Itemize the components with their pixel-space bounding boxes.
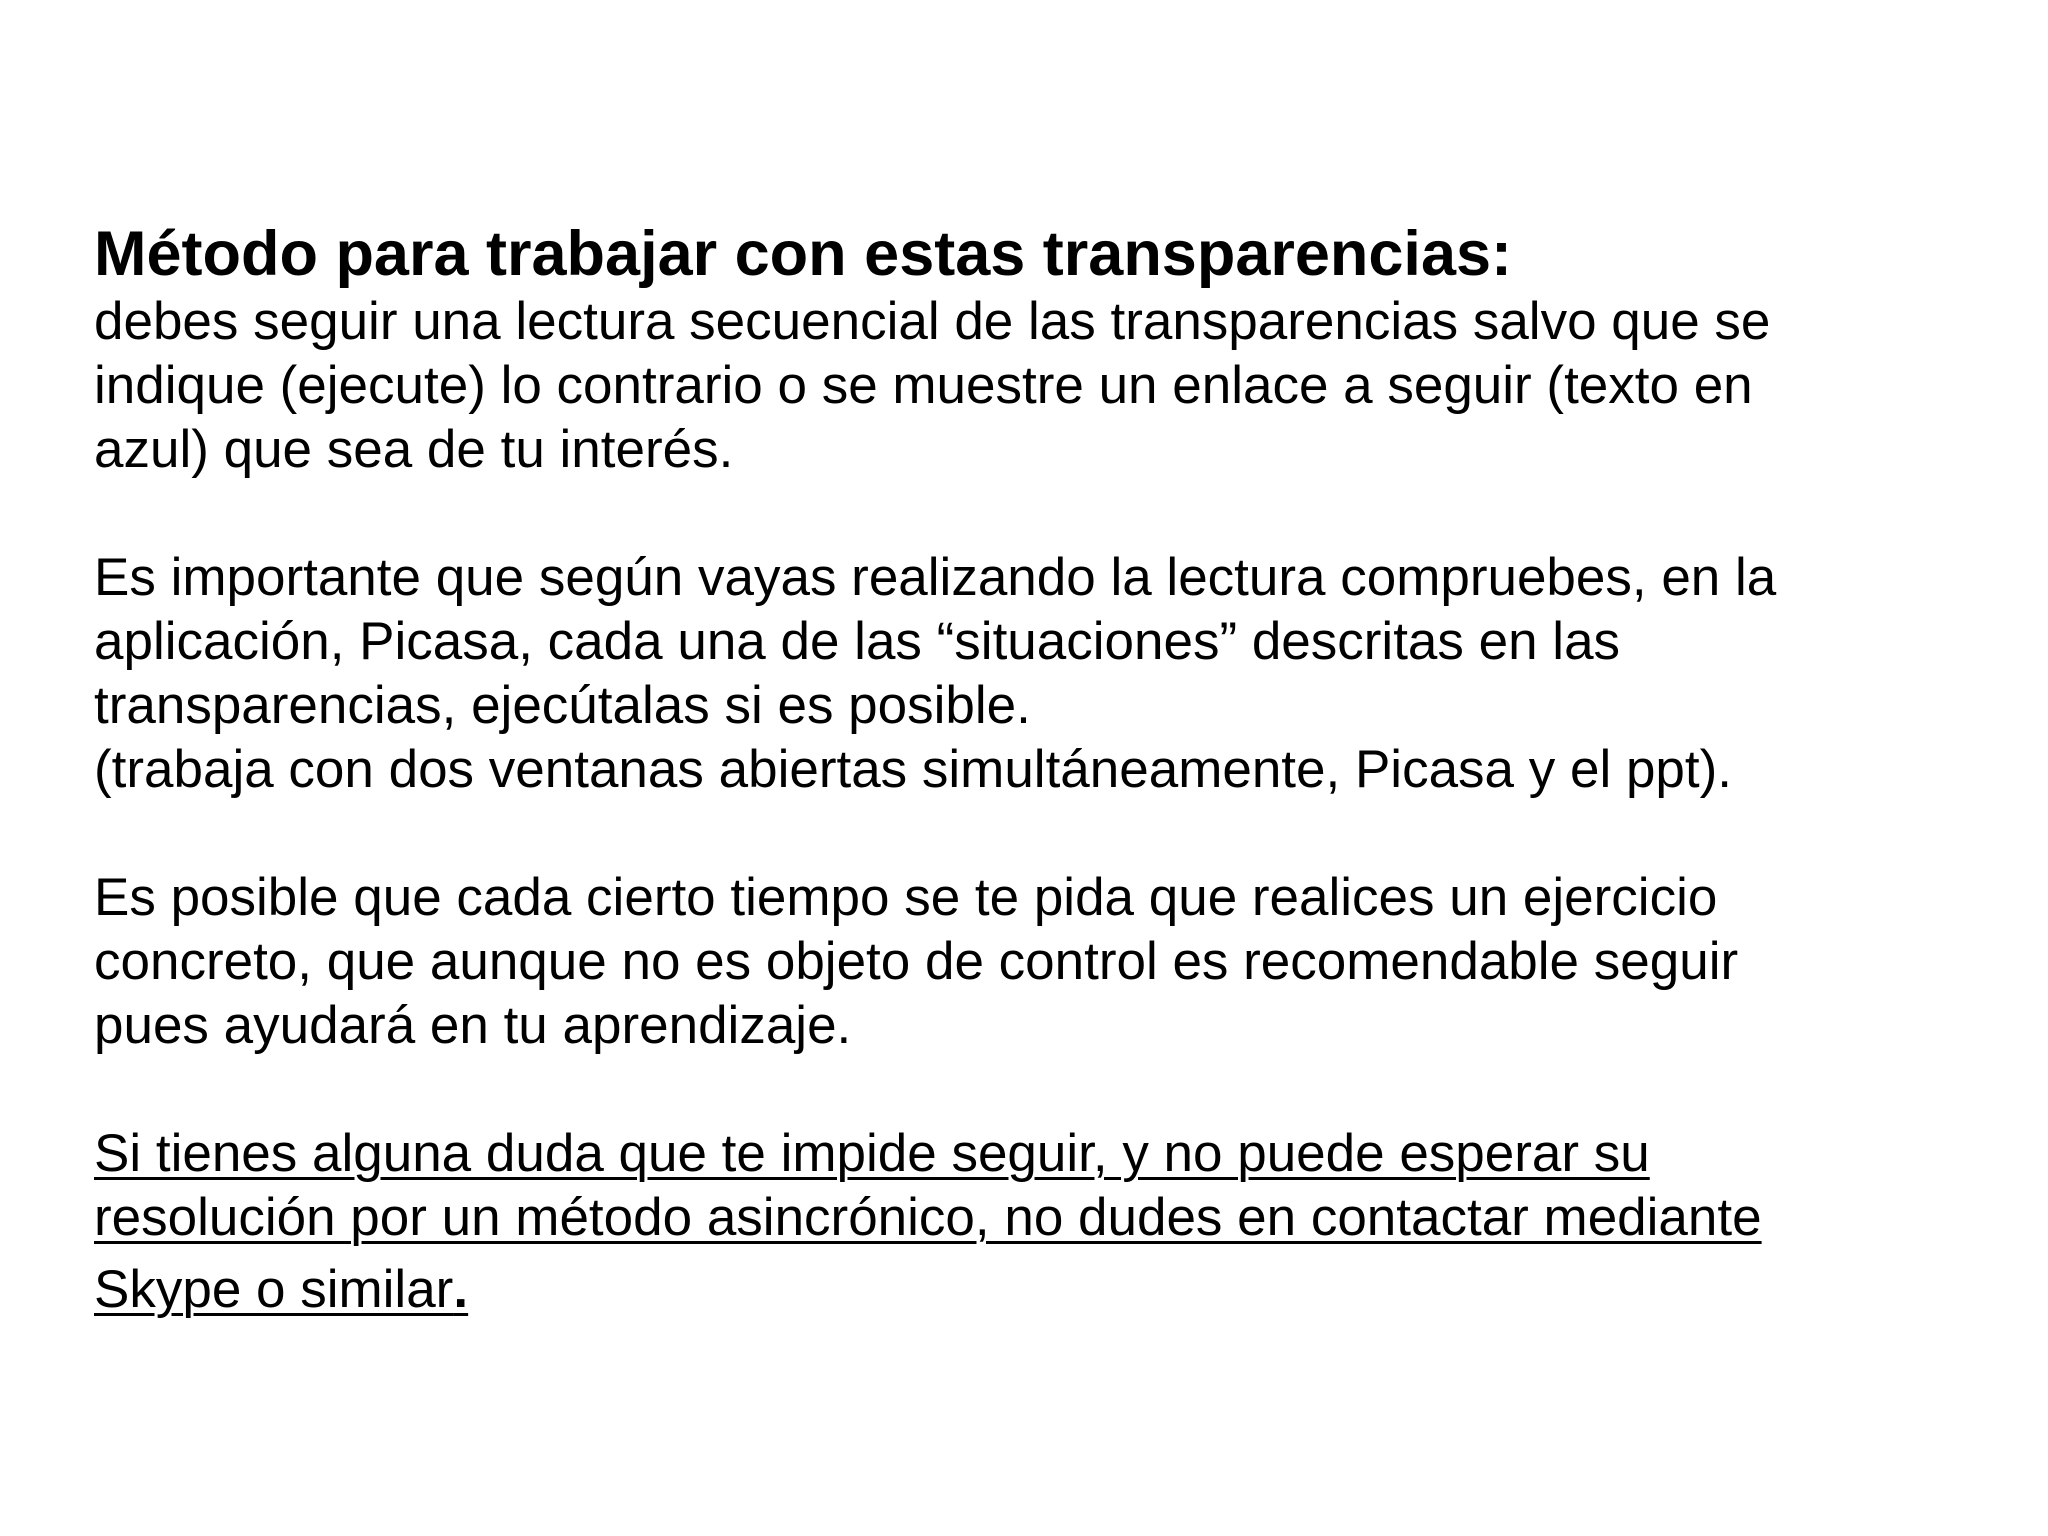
paragraph-reading-method — [94, 290, 1994, 482]
final-period: . — [453, 1260, 469, 1319]
paragraph-spacer — [94, 1058, 1994, 1122]
paragraph-line: aplicación, Picasa, cada una de las “situaciones” descritas en las — [94, 612, 1621, 671]
paragraph-line: transparencias, ejecútalas si es posible. — [94, 676, 1031, 735]
slide-body — [94, 218, 1994, 1322]
paragraph-line: Es posible que cada cierto tiempo se te pida que realices un ejercicio — [94, 868, 1718, 927]
slide-title: Método para trabajar con estas transparencias: — [94, 219, 1512, 289]
paragraph-line: azul) que sea de tu interés. — [94, 420, 734, 479]
paragraph-contact-note — [94, 1122, 1994, 1322]
paragraph-exercises — [94, 866, 1994, 1058]
paragraph-line: debes seguir una lectura secuencial de las transparencias salvo que se — [94, 292, 1771, 351]
paragraph-line: concreto, que aunque no es objeto de control es recomendable seguir — [94, 932, 1739, 991]
paragraph-practice-instructions — [94, 546, 1994, 802]
paragraph-line: (trabaja con dos ventanas abiertas simultáneamente, Picasa y el ppt). — [94, 740, 1733, 799]
paragraph-spacer — [94, 802, 1994, 866]
paragraph-line: indique (ejecute) lo contrario o se muestre un enlace a seguir (texto en — [94, 356, 1753, 415]
paragraph-spacer — [94, 482, 1994, 546]
paragraph-line: Si tienes alguna duda que te impide seguir, y no puede esperar su — [94, 1124, 1650, 1183]
paragraph-line: resolución por un método asincrónico, no dudes en contactar mediante — [94, 1188, 1762, 1247]
paragraph-line: Es importante que según vayas realizando la lectura compruebes, en la — [94, 548, 1777, 607]
paragraph-line: pues ayudará en tu aprendizaje. — [94, 996, 852, 1055]
contact-method-text: Skype o similar — [94, 1260, 454, 1319]
paragraph-line — [94, 1258, 1994, 1322]
